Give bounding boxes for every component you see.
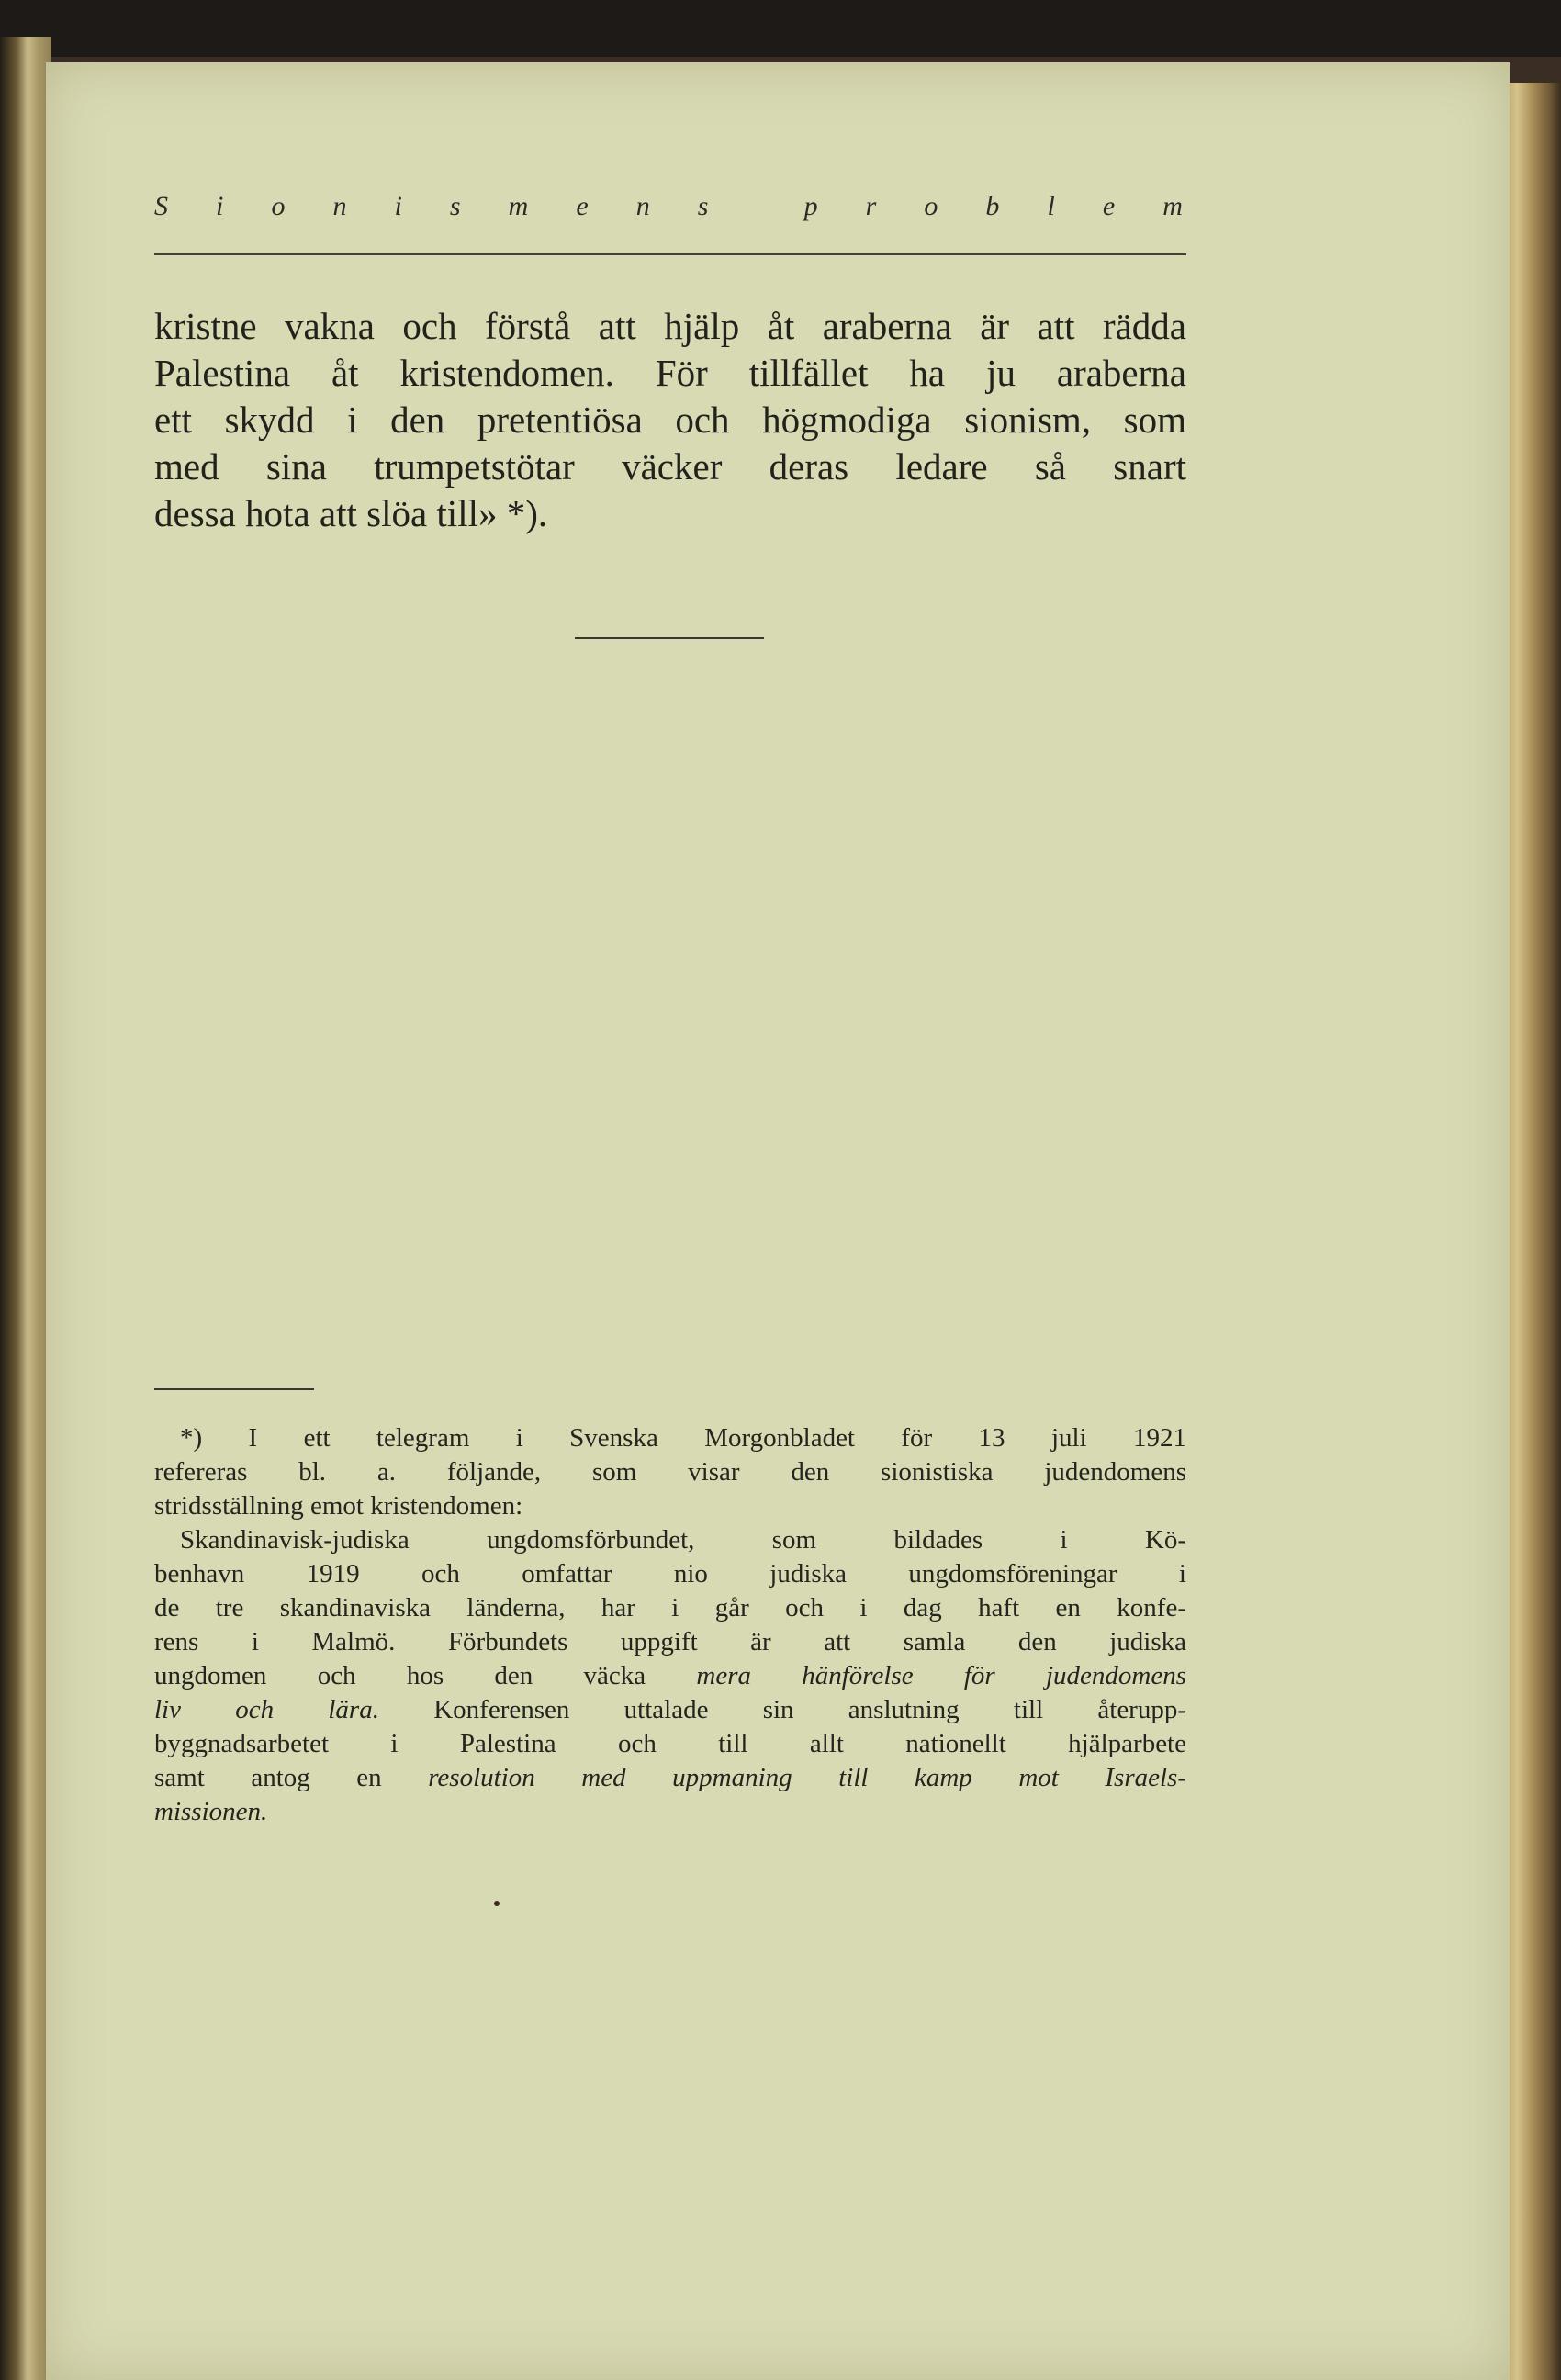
body-line: Palestina åt kristendomen. För tillfället ha ju araberna — [154, 352, 1186, 394]
body-line: dessa hota att slöa till» *). — [154, 492, 548, 534]
footnote-line — [154, 1795, 1186, 1829]
body-line: kristne vakna och förstå att hjälp åt araberna är att rädda — [154, 305, 1186, 347]
header-letter: o — [924, 191, 938, 221]
footnote-text: ungdomen och hos den väcka — [154, 1661, 697, 1690]
header-letter: i — [216, 191, 224, 221]
footnote-line: stridsställning emot kristendomen: — [154, 1491, 523, 1521]
header-letter: m — [508, 191, 529, 221]
footnote-line — [154, 1761, 1186, 1795]
page-stack-edge — [1506, 83, 1561, 2380]
footnote-line: benhavn 1919 och omfattar nio judiska ungdomsföreningar i — [154, 1559, 1186, 1589]
footnote-line: de tre skandinaviska länderna, har i går och i dag haft en konfe- — [154, 1593, 1186, 1622]
footnote-line: Skandinavisk-judiska ungdomsförbundet, som bildades i Kö- — [180, 1525, 1186, 1555]
footnote-line: *) I ett telegram i Svenska Morgonbladet för 13 juli 1921 — [180, 1423, 1186, 1453]
header-letter: s — [697, 191, 709, 221]
paper-speck — [494, 1901, 500, 1906]
section-divider — [575, 637, 764, 639]
body-line: ett skydd i den pretentiösa och högmodiga sionism, som — [154, 399, 1186, 441]
header-letter: m — [1162, 191, 1183, 221]
header-letter: S — [154, 191, 168, 221]
header-letter: l — [1047, 191, 1055, 221]
footnote-emphasis: mera hänförelse för judendomens — [696, 1661, 1186, 1690]
header-letter: e — [1102, 191, 1116, 221]
scanner-background — [0, 0, 1561, 57]
header-letter: p — [803, 191, 818, 221]
footnote-line — [154, 1659, 1186, 1693]
header-letter: b — [985, 191, 1000, 221]
running-header — [154, 191, 1183, 222]
footnote-emphasis: resolution med uppmaning till kamp mot Israels- — [428, 1763, 1186, 1792]
header-letter: s — [449, 191, 461, 221]
header-letter: n — [332, 191, 347, 221]
footnote-emphasis: liv och lära. — [154, 1695, 379, 1724]
footnote-rule — [154, 1388, 314, 1390]
footnote — [154, 1421, 1186, 1829]
footnote-line: refereras bl. a. följande, som visar den sionistiska judendomens — [154, 1457, 1186, 1487]
body-line: med sina trumpetstötar väcker deras ledare så snart — [154, 445, 1186, 488]
footnote-text: Konferensen uttalade sin anslutning till återupp- — [378, 1695, 1187, 1724]
header-letter: r — [865, 191, 877, 221]
header-letter: o — [271, 191, 286, 221]
header-letter: e — [576, 191, 589, 221]
header-rule — [154, 253, 1186, 255]
header-letter: n — [635, 191, 650, 221]
footnote-emphasis: missionen. — [154, 1797, 268, 1826]
footnote-line: rens i Malmö. Förbundets uppgift är att samla den judiska — [154, 1627, 1186, 1656]
footnote-text: samt antog en — [154, 1763, 429, 1792]
footnote-line — [154, 1693, 1186, 1727]
header-letter: i — [394, 191, 402, 221]
book-spine-edge — [0, 37, 51, 2380]
body-paragraph — [154, 303, 1186, 537]
footnote-line: byggnadsarbetet i Palestina och till allt nationellt hjälparbete — [154, 1729, 1186, 1758]
